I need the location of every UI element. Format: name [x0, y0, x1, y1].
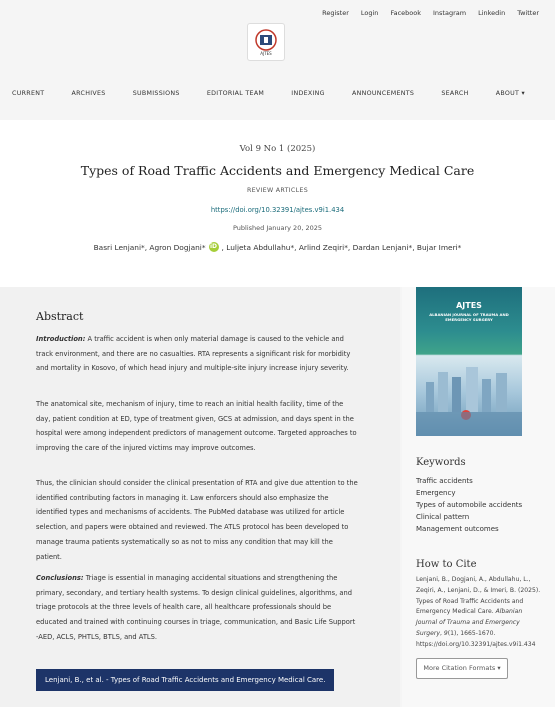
issue-cover-image[interactable] — [416, 287, 522, 436]
top-links — [322, 9, 539, 17]
nav-indexing[interactable]: INDEXING — [291, 90, 325, 97]
how-to-cite-heading: How to Cite — [416, 559, 477, 570]
authors-part-1: Basri Lenjani*, Agron Dogjani* — [93, 242, 206, 252]
issue-volume[interactable]: Vol 9 No 1 (2025) — [239, 144, 316, 154]
keyword-item: Management outcomes — [416, 525, 499, 533]
article-section: REVIEW ARTICLES — [246, 187, 309, 194]
pdf-download-link[interactable]: Lenjani, B., et al. - Types of Road Traffic Accidents and Emergency Medical Care. — [36, 669, 334, 691]
published-date: Published January 20, 2025 — [232, 224, 322, 232]
conclusions-text: Triage is essential in managing accidental situations and strengthening the primary, secondary, and tertiary health systems. To design clinical guidelines, algorithms, and triage protocols at the three levels of health care, all healthcare professionals should be educated and trained with continuing courses in triage, communication, and Basic Life Support -AED, ACLS, PHTLS, BTLS, and ATLS. — [36, 574, 356, 641]
register-link[interactable]: Register — [322, 9, 349, 17]
keyword-item: Clinical pattern — [416, 513, 470, 521]
abstract-heading: Abstract — [36, 310, 84, 323]
more-citation-formats-button[interactable]: More Citation Formats ▾ — [416, 658, 508, 679]
nav-archives[interactable]: ARCHIVES — [71, 90, 106, 97]
nav-about[interactable]: ABOUT ▾ — [495, 90, 525, 97]
abstract-paragraph-2: The anatomical site, mechanism of injury, time to reach an initial health facility, time of the day, patient condition at ED, type of treatment given, GCS at admission, and days spent in the hospital were among independent predictors of management outcome. Targeted approaches to improving the care of the injured victims may improve outcomes. — [36, 400, 357, 453]
site-header — [0, 0, 555, 120]
linkedin-link[interactable]: Linkedin — [478, 9, 506, 17]
article-title: Types of Road Traffic Accidents and Emergency Medical Care — [80, 163, 475, 178]
abstract-introduction — [36, 332, 358, 376]
abstract-conclusions — [36, 571, 358, 645]
twitter-link[interactable]: Twitter — [517, 9, 539, 17]
citation-part-2: , — [439, 629, 444, 637]
article-header — [0, 120, 555, 287]
instagram-link[interactable]: Instagram — [432, 9, 467, 17]
doi-link[interactable]: https://doi.org/10.32391/ajtes.v9i1.434 — [210, 206, 345, 214]
citation-journal: Albanian Journal of Trauma and Emergency Surgery — [416, 608, 523, 637]
nav-submissions[interactable]: SUBMISSIONS — [132, 90, 180, 97]
conclusions-label: Conclusions: — [36, 574, 84, 582]
orcid-icon[interactable]: iD — [210, 243, 218, 250]
keywords-heading: Keywords — [416, 457, 466, 468]
keyword-item: Traffic accidents — [416, 477, 473, 485]
citation-text — [416, 575, 544, 651]
sidebar — [402, 287, 555, 707]
main-content — [0, 287, 400, 707]
citation-volume: 9 — [443, 629, 448, 637]
facebook-link[interactable]: Facebook — [390, 9, 421, 17]
main-nav — [12, 90, 525, 97]
authors-part-2: , Luljeta Abdullahu*, Arlind Zeqiri*, Dardan Lenjani*, Bujar Imeri* — [221, 242, 462, 252]
citation-part-1: Lenjani, B., Dogjani, A., Abdullahu, L., Zeqiri, A., Lenjani, D., & Imeri, B. (2025). Types of Road Traffic Accidents and Emergency Medical Care. — [416, 576, 541, 616]
intro-text: A traffic accident is when only material damage is caused to the vehicle and track environment, and there are no casualties. RTA represents a significant risk for morbidity and mortality in Kosovo, of which head injury and multiple-site injury increase injury severity. — [36, 335, 351, 373]
journal-logo[interactable] — [247, 23, 285, 61]
keywords-list — [416, 475, 522, 535]
login-link[interactable]: Login — [360, 9, 379, 17]
nav-current[interactable]: CURRENT — [12, 90, 45, 97]
intro-label: Introduction: — [36, 335, 86, 343]
cover-subtitle: ALBANIAN JOURNAL OF TRAUMA AND EMERGENCY SURGERY — [429, 312, 509, 322]
keyword-item: Types of automobile accidents — [416, 501, 523, 509]
logo-emblem-icon — [251, 27, 281, 57]
keyword-item: Emergency — [416, 489, 456, 497]
nav-editorial-team[interactable]: EDITORIAL TEAM — [206, 90, 265, 97]
abstract-paragraph-3: Thus, the clinician should consider the clinical presentation of RTA and give due attention to the identified contributing factors in managing it. Law enforcers should also emphasize the identified types and mechanisms of accidents. The PubMed database was utilized for article selection, and papers were obtained and reviewed. The ATLS protocol has been developed to manage trauma patients systematically so as not to miss any condition that may kill the patient. — [36, 479, 358, 561]
nav-announcements[interactable]: ANNOUNCEMENTS — [351, 90, 415, 97]
cover-city-illustration-icon — [416, 287, 522, 436]
logo-text: AJTES — [260, 51, 272, 56]
cover-title: AJTES — [456, 301, 482, 310]
nav-search[interactable]: SEARCH — [441, 90, 469, 97]
citation-part-3: (1), 1665-1670. https://doi.org/10.32391/ajtes.v9i1.434 — [416, 629, 536, 648]
author-list — [0, 242, 555, 252]
